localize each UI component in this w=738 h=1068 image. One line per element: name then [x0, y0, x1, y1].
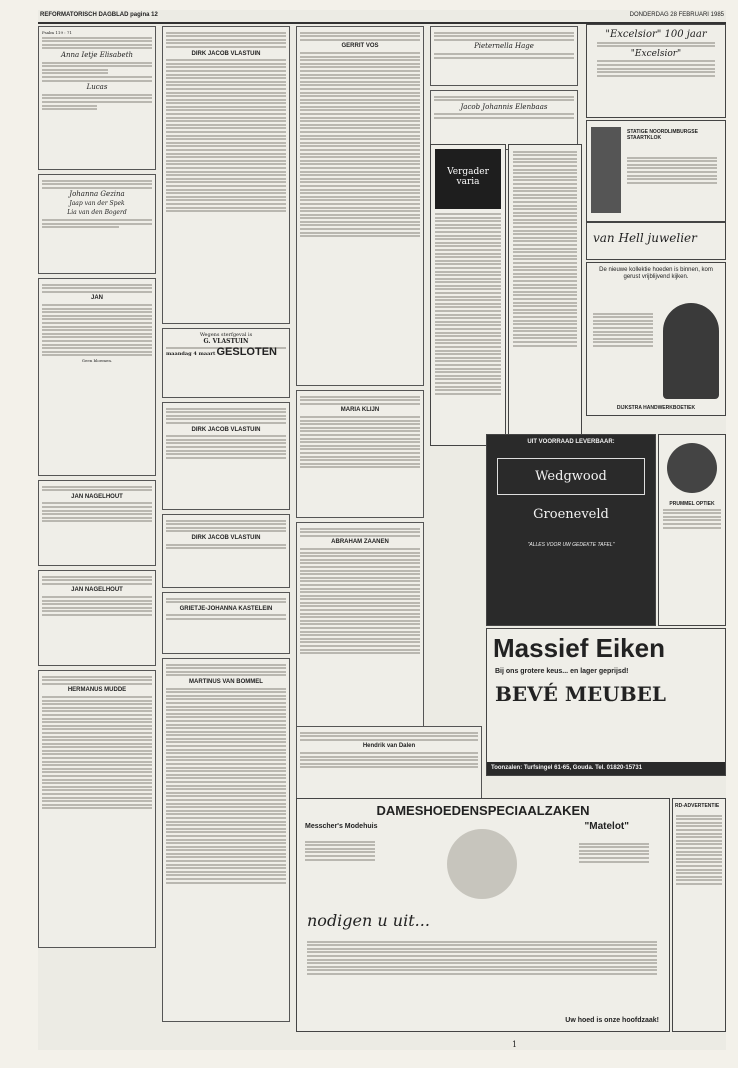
notice-vlastuin-3 [162, 514, 290, 588]
notice-elenbaas [430, 90, 578, 150]
nodigen-text: nodigen u uit... [307, 911, 430, 930]
excelsior-title: "Excelsior" 100 jaar [605, 29, 707, 40]
prummel-optiek-ad [658, 434, 726, 626]
notice-johanna [38, 174, 156, 274]
massief-eiken-ad [486, 628, 726, 776]
dijkstra-title: DIJKSTRA HANDWERKBOETIEK [616, 405, 696, 411]
woman-hat-image [663, 303, 719, 399]
notice-name: Pieternella Hage [474, 42, 534, 51]
kollektie-text: De nieuwe kollektie hoeden is binnen, kom gerust vrijblijvend kijken. [599, 267, 713, 280]
van-hell-juwelier-ad [586, 222, 726, 260]
page-number: 1 [512, 1040, 518, 1049]
notice-nagelhout-2 [38, 570, 156, 666]
notice-name: DIRK JACOB VLASTUIN [191, 534, 261, 541]
notice-name: JAN [90, 295, 103, 302]
notice-name: MARIA KLIJN [340, 407, 380, 414]
excelsior-ad [586, 24, 726, 118]
notice-name: Johanna Gezina [69, 190, 125, 199]
clock-image [591, 127, 621, 213]
notice-hage [430, 26, 578, 86]
groeneveld-logo: Groeneveld [533, 507, 609, 522]
vergader-title: Vergader varia [447, 167, 489, 187]
notice-name: Lucas [86, 83, 108, 92]
notice-vos [296, 26, 424, 386]
column-2 [162, 26, 290, 1026]
notice-name: JAN NAGELHOUT [71, 493, 123, 500]
wedgwood-ad [486, 434, 656, 626]
column-1 [38, 26, 156, 952]
column-3 [296, 26, 424, 738]
notice-name: Jaap van der Spek [69, 200, 125, 208]
column-4 [430, 26, 578, 154]
notice-name: DIRK JACOB VLASTUIN [191, 50, 261, 57]
header-left: REFORMATORISCH DAGBLAD pagina 12 [40, 12, 158, 18]
beve-address: Toonzalen: Turfsingel 61-65, Gouda. Tel. 01820-15731 [487, 762, 725, 775]
vergader-varia-ad [430, 144, 506, 446]
beve-logo: BEVÉ MEUBEL [495, 682, 666, 706]
matelot-title: "Matelot" [584, 821, 629, 832]
hoeden-kollektie-ad [586, 262, 726, 416]
wedgwood-logo: Wedgwood [497, 458, 645, 495]
notice-name: MARTINUS VAN BOMMEL [189, 678, 263, 685]
massief-title: Massief Eiken [493, 633, 665, 663]
hat-illustration [447, 829, 517, 899]
notice-jan [38, 278, 156, 476]
notice-vlastuin-2 [162, 402, 290, 510]
notice-name: ABRAHAM ZAANEN [331, 539, 389, 546]
church-services-ad [508, 144, 582, 446]
dameshoeden-ad [296, 798, 670, 1032]
notice-name: GRIETJE-JOHANNA KASTELEIN [179, 605, 273, 612]
messcher-title: Messcher's Modehuis [305, 823, 378, 830]
notice-name: Lia van den Bogerd [67, 209, 127, 217]
gesloten-day: maandag 4 maart [166, 351, 216, 358]
notice-name: DIRK JACOB VLASTUIN [191, 426, 261, 433]
rd-advertentie-ad [672, 798, 726, 1032]
notice-kastelein [162, 592, 290, 654]
page-header [38, 10, 726, 24]
gesloten-company: G. VLASTUIN [203, 338, 249, 345]
notice-gesloten [162, 328, 290, 398]
notice-quote: Psalm 119 : 71 [42, 30, 72, 35]
notice-anna [38, 26, 156, 170]
slogan: "ALLES VOOR UW GEDEKTE TAFEL" [527, 542, 615, 548]
glasses-image [667, 443, 717, 493]
notice-zaanen [296, 522, 424, 734]
notice-van-dalen [296, 726, 482, 806]
uitvoorraad-title: UIT VOORRAAD LEVERBAAR: [527, 439, 615, 445]
hoofdzaak-text: Uw hoed is onze hoofdzaak! [565, 1017, 659, 1024]
notice-name: Hendrik van Dalen [362, 743, 416, 750]
massief-subtitle: Bij ons grotere keus... en lager geprijsd! [495, 668, 629, 675]
notice-name: JAN NAGELHOUT [71, 587, 123, 594]
staartklok-title: STATIGE NOORDLIMBURGSE STAARTKLOK [627, 129, 698, 141]
notice-nagelhout-1 [38, 480, 156, 566]
notice-name: Anna Ietje Elisabeth [60, 50, 134, 59]
rd-advertentie-title: RD-ADVERTENTIE [675, 803, 720, 809]
staartklok-ad [586, 120, 726, 222]
header-right: DONDERDAG 28 FEBRUARI 1985 [629, 12, 724, 18]
notice-name: GERRIT VOS [341, 43, 379, 50]
dames-title: DAMESHOEDENSPECIAALZAKEN [376, 803, 590, 818]
gesloten-intro: Wegens sterfgeval is [199, 332, 253, 338]
vergader-logo [435, 149, 501, 209]
excelsior-subtitle: "Excelsior" [630, 48, 682, 59]
newspaper-page [38, 10, 726, 1050]
notice-name: Jacob Johannis Elenbaas [460, 102, 548, 111]
notice-name: HERMANUS MUDDE [67, 687, 127, 694]
notice-footer: Geen bloemen. [81, 357, 113, 363]
notice-klijn [296, 390, 424, 518]
gesloten-label: GESLOTEN [216, 346, 277, 359]
juwelier-title: van Hell juwelier [593, 231, 697, 245]
notice-van-bommel [162, 658, 290, 1022]
notice-vlastuin-1 [162, 26, 290, 324]
optiek-title: PRUMMEL OPTIEK [669, 501, 715, 507]
notice-mudde [38, 670, 156, 948]
